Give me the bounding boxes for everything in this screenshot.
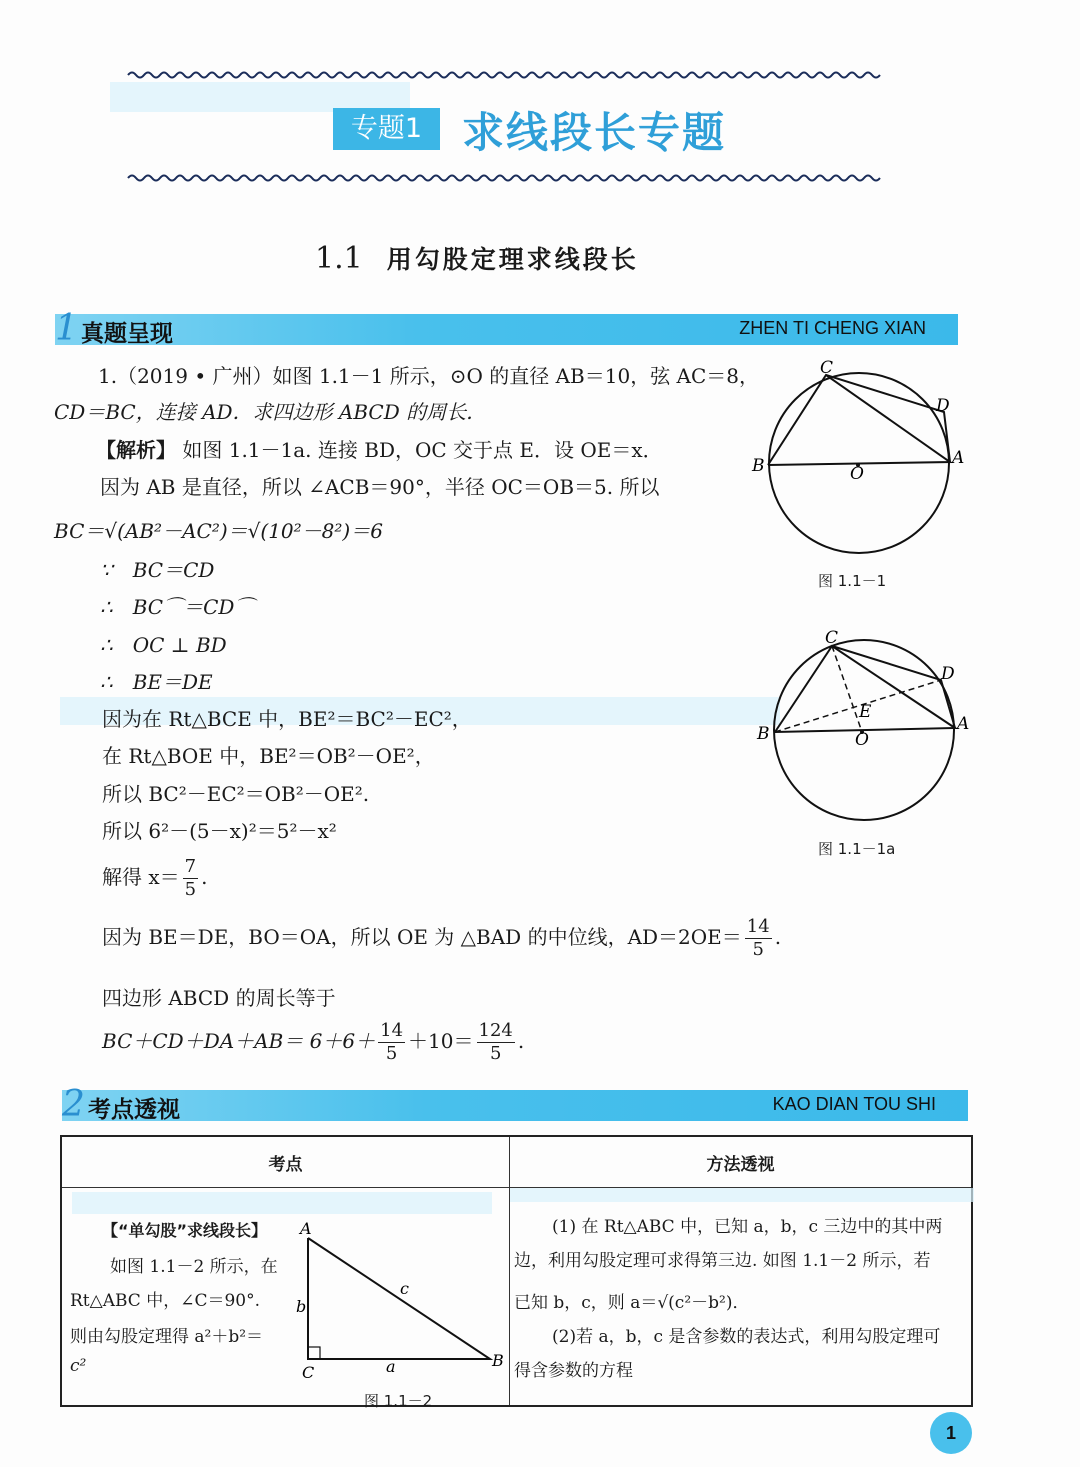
section-banner-2 <box>62 1084 968 1125</box>
label-d: D <box>936 396 950 416</box>
problem-line: CD＝BC，连接 AD．求四边形 ABCD 的周长． <box>54 400 487 424</box>
key-point-title: 【“单勾股”求线段长】 <box>102 1221 268 1240</box>
denominator: 5 <box>385 1043 398 1064</box>
solution-line: 因为 AB 是直径，所以 ∠ACB＝90°，半径 OC＝OB＝5. 所以 <box>100 475 660 499</box>
highlight <box>510 1188 974 1202</box>
text: BC＋CD＋DA＋AB＝ 6＋6＋ <box>102 1029 376 1053</box>
denominator: 5 <box>489 1043 502 1064</box>
label-a: A <box>952 448 965 468</box>
text: 边，利用勾股定理可求得第三边. 如图 1.1－2 所示，若 <box>514 1251 931 1271</box>
fraction <box>183 856 198 901</box>
banner-number: 1 <box>55 308 78 349</box>
text: 如图 1.1－1a. 连接 BD，OC 交于点 E．设 OE＝x． <box>182 438 663 462</box>
analysis-label: 【解析】 <box>96 438 176 462</box>
label-b: B <box>492 1351 504 1370</box>
figure-circle-1 <box>740 355 980 565</box>
section-title: 用勾股定理求线段长 <box>386 245 639 274</box>
label-c: C <box>820 358 834 378</box>
label-o: O <box>850 464 864 484</box>
page-number: 1 <box>930 1412 972 1454</box>
denominator: 5 <box>752 939 764 960</box>
text: . <box>774 925 782 949</box>
solution-line: 所以 BC²－EC²＝OB²－OE². <box>102 782 370 806</box>
text: 则由勾股定理得 a²＋b²＝ <box>70 1327 264 1347</box>
denominator: 5 <box>184 879 197 900</box>
topic-tag: 专题1 <box>333 108 440 150</box>
banner-title: 真题呈现 <box>81 321 173 347</box>
text: . <box>517 1029 525 1053</box>
banner-number: 2 <box>62 1084 85 1125</box>
solution-line: 四边形 ABCD 的周长等于 <box>102 986 336 1010</box>
table-header: 考点 <box>61 1136 510 1188</box>
label-a: A <box>957 714 970 734</box>
banner-pinyin: KAO DIAN TOU SHI <box>772 1094 936 1114</box>
table-header: 方法透视 <box>510 1136 973 1188</box>
label-b: B <box>752 456 765 476</box>
solution-line: ∵ BC＝CD <box>100 558 215 582</box>
label-o: O <box>855 730 869 750</box>
figure-circle-1a <box>745 625 985 835</box>
solution-line: ∴ OC ⊥ BD <box>100 633 227 657</box>
text: 因为 BE＝DE，BO＝OA，所以 OE 为 △BAD 的中位线，AD＝2OE＝ <box>102 925 742 949</box>
figure-caption: 图 1.1－1 <box>818 572 887 590</box>
label-c: C <box>825 628 839 648</box>
figure-caption: 图 1.1－1a <box>818 840 896 858</box>
section-banner-1 <box>55 308 958 349</box>
label-side-a: a <box>386 1357 396 1376</box>
text: c² <box>70 1356 87 1376</box>
numerator: 124 <box>478 1020 513 1041</box>
numerator: 14 <box>380 1020 404 1041</box>
numerator: 7 <box>184 856 197 877</box>
text: 如图 1.1－2 所示，在 <box>110 1257 278 1277</box>
banner-title: 考点透视 <box>88 1097 180 1123</box>
page-title: 求线段长专题 <box>462 108 727 157</box>
fraction <box>745 916 772 961</box>
section-number: 1.1 <box>315 241 363 276</box>
text: ＋10＝ <box>408 1029 474 1053</box>
solution-line: 所以 6²－(5－x)²＝5²－x² <box>102 819 337 843</box>
solution-line: 在 Rt△BOE 中，BE²＝OB²－OE²， <box>102 744 435 768</box>
text: (1) 在 Rt△ABC 中，已知 a，b，c 三边中的其中两 <box>552 1217 943 1237</box>
table-cell-method <box>510 1188 973 1407</box>
text: Rt△ABC 中，∠C＝90°. <box>70 1291 260 1311</box>
label-e: E <box>859 702 872 722</box>
figure-caption: 图 1.1－2 <box>364 1392 433 1410</box>
label-c: C <box>302 1363 315 1382</box>
label-d: D <box>941 664 955 684</box>
label-side-b: b <box>296 1297 307 1316</box>
text: 已知 b，c，则 a＝√(c²－b²)． <box>514 1293 750 1313</box>
key-points-table <box>60 1135 973 1410</box>
label-side-c: c <box>400 1279 409 1298</box>
solution-line: ∴ BC⌒＝CD⌒ <box>100 595 255 619</box>
label-a: A <box>300 1220 312 1238</box>
text: (2)若 a，b，c 是含参数的表达式，利用勾股定理可 <box>552 1327 941 1347</box>
text: . <box>201 865 208 889</box>
problem-line: 1.（2019 • 广州）如图 1.1－1 所示，⊙O 的直径 AB＝10，弦 AC＝8， <box>98 364 760 388</box>
fraction <box>378 1020 405 1065</box>
solution-line: 因为在 Rt△BCE 中，BE²＝BC²－EC²， <box>102 707 472 731</box>
highlight <box>72 1192 492 1214</box>
solution-line: ∴ BE＝DE <box>100 670 213 694</box>
banner-pinyin: ZHEN TI CHENG XIAN <box>739 318 926 338</box>
analysis-line <box>96 434 663 463</box>
numerator: 14 <box>746 916 770 937</box>
label-b: B <box>757 724 770 744</box>
solution-line <box>102 856 207 901</box>
solution-line <box>102 916 781 961</box>
text: 解得 x＝ <box>102 865 180 889</box>
text: 得含参数的方程 <box>514 1361 633 1381</box>
figure-right-triangle <box>292 1220 507 1390</box>
fraction <box>477 1020 515 1065</box>
table-cell-key-point <box>61 1188 510 1410</box>
solution-line <box>102 1020 524 1065</box>
section-heading <box>315 240 639 276</box>
solution-line: BC＝√(AB²－AC²)＝√(10²－8²)＝6 <box>54 519 383 543</box>
